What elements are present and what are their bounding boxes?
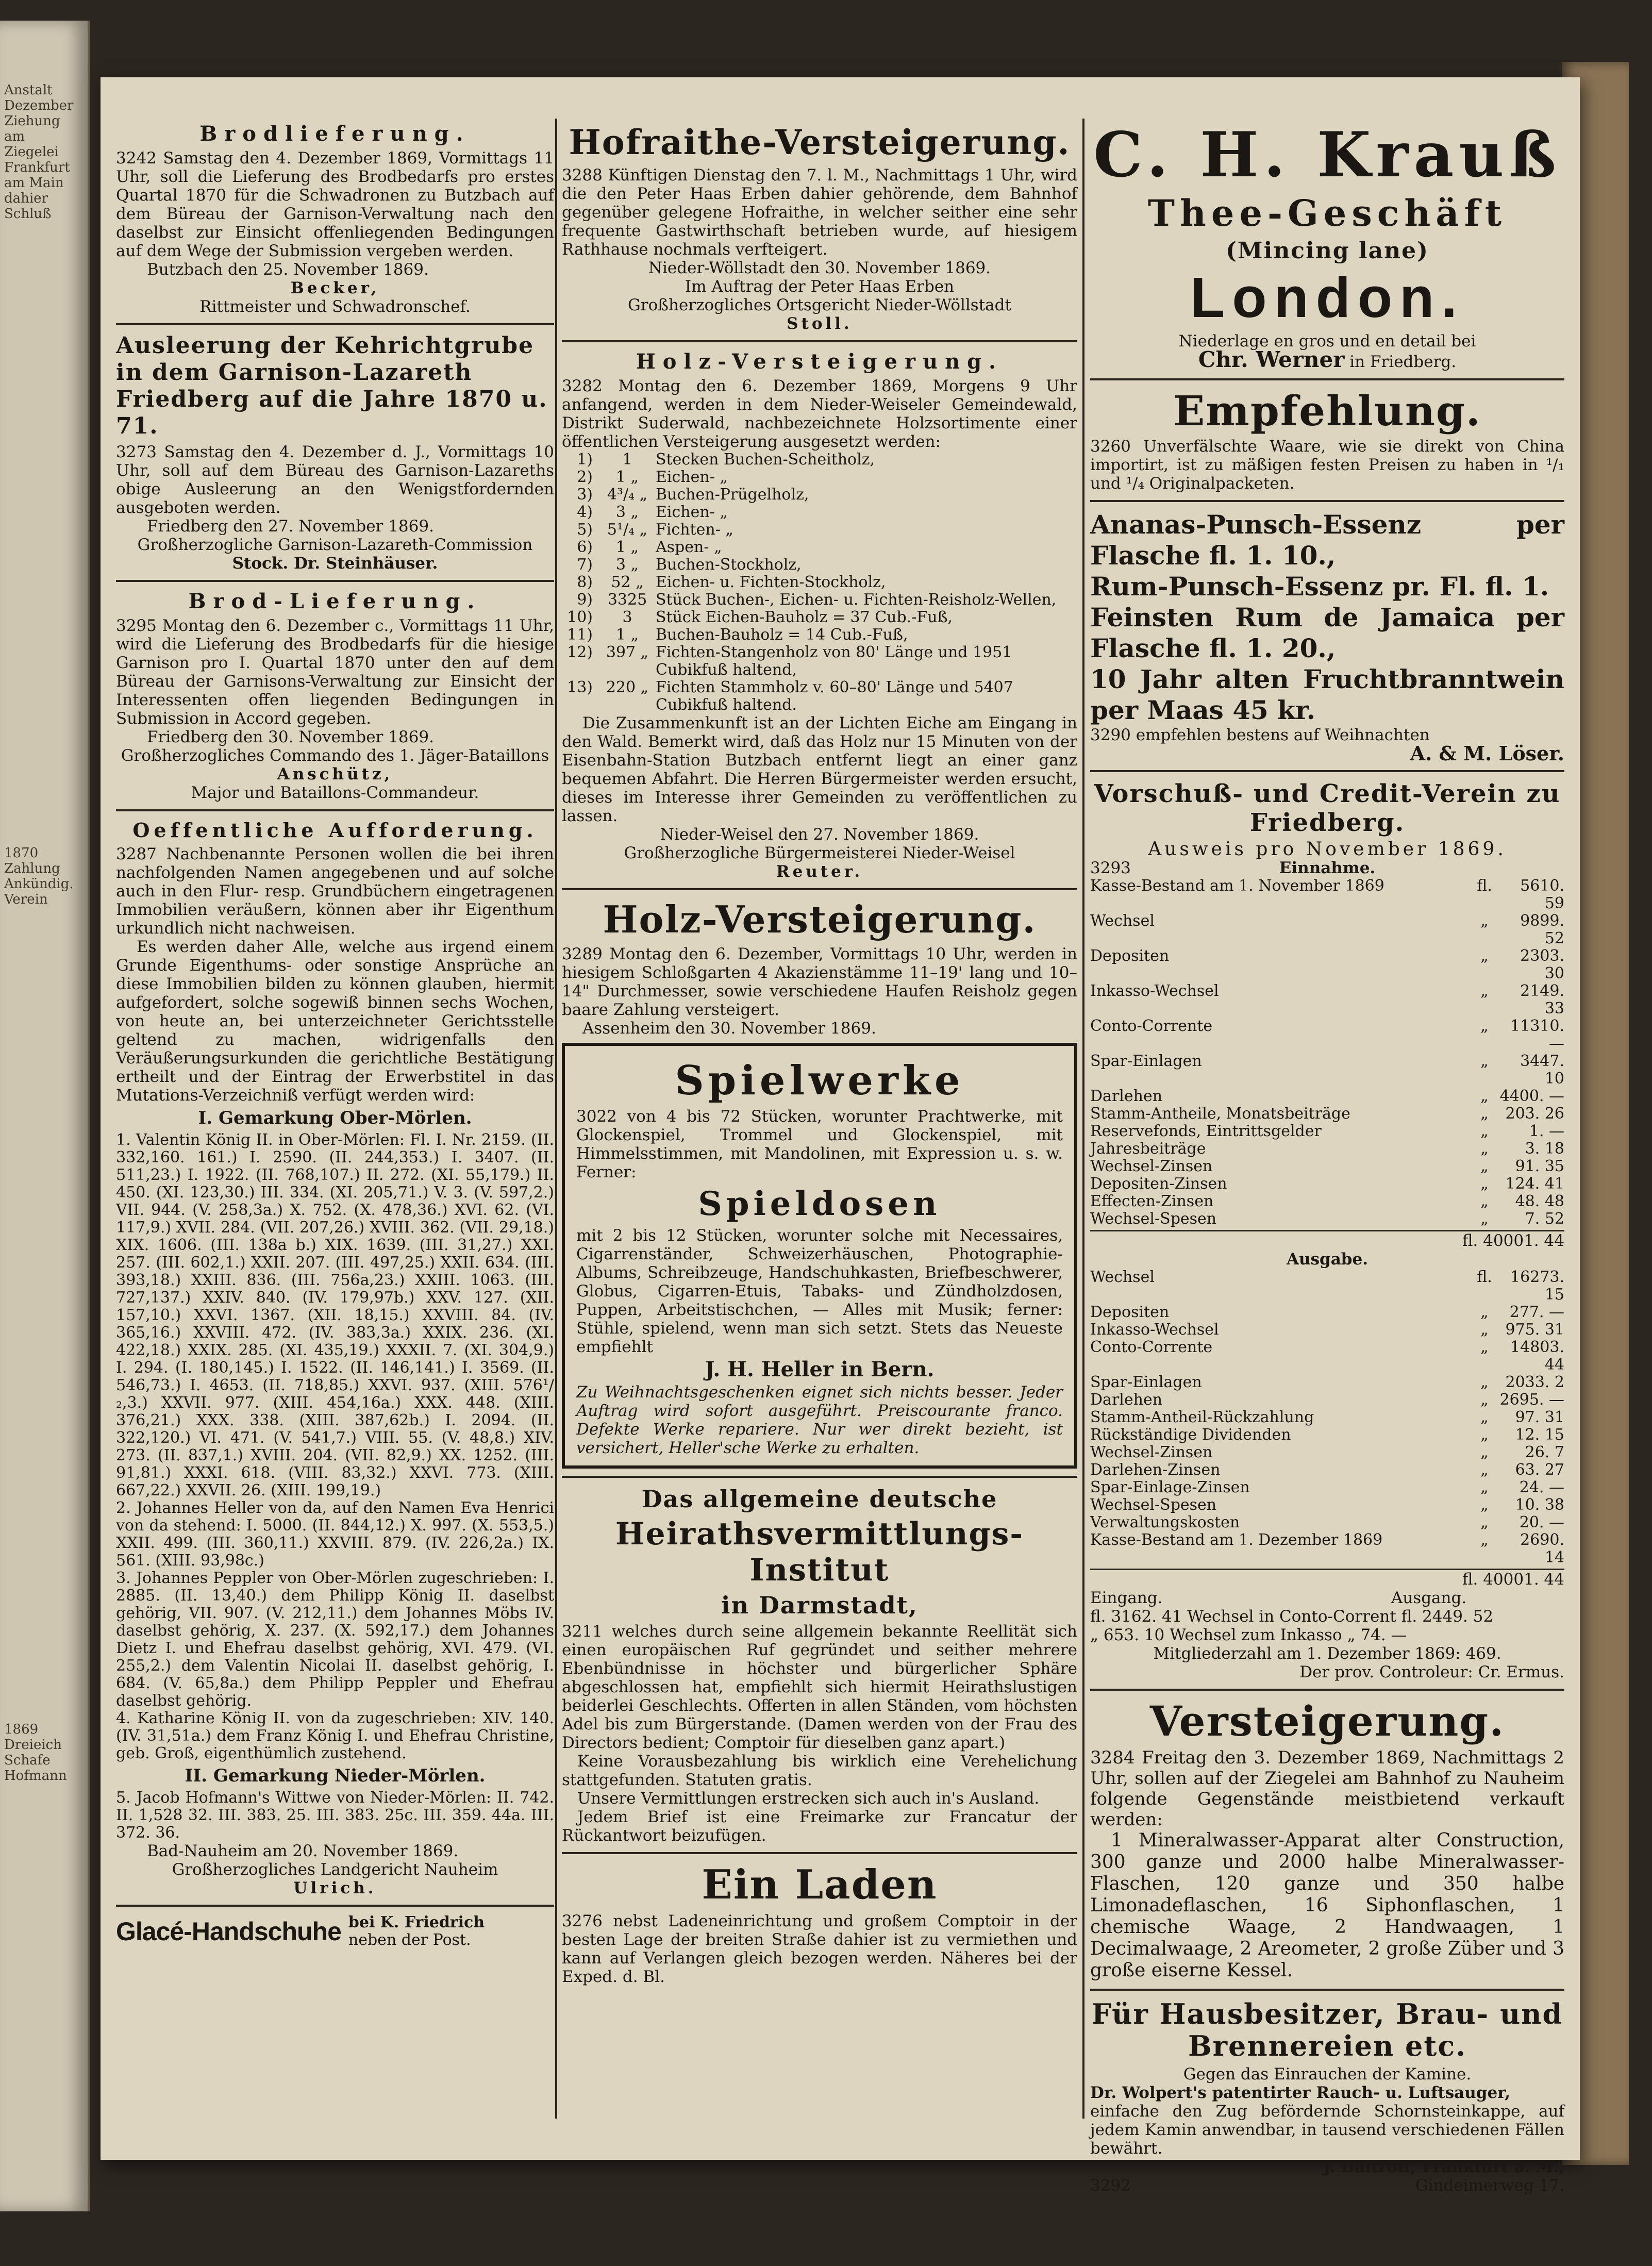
wood-list [562, 451, 1077, 714]
ad-body: einfache den Zug befördernde Schornsteinkappe, auf jedem Kamin anwendbar, in tausend verschiedenen Fällen bewährt. [1090, 2102, 1564, 2158]
wood-quantity: 52 „ [611, 573, 644, 591]
income-label: Spar-Einlagen [1090, 1052, 1202, 1070]
income-amount: 1. — [1529, 1122, 1564, 1140]
ad-title: Empfehlung. [1173, 387, 1481, 435]
ad-body: Niederlage en gros und en detail bei [1178, 332, 1476, 351]
expense-label: Conto-Corrente [1090, 1338, 1213, 1356]
ad-title: Glacé-Handschuhe [116, 1917, 341, 1946]
expense-row [1090, 1514, 1564, 1531]
income-row [1090, 877, 1564, 912]
wood-row [562, 504, 1077, 521]
income-currency: „ [1480, 1192, 1489, 1210]
expense-label: Verwaltungskosten [1090, 1513, 1240, 1531]
income-label: Depositen-Zinsen [1090, 1175, 1227, 1193]
income-currency: „ [1480, 1122, 1489, 1140]
ad-role: Rittmeister und Schwadronschef. [199, 297, 471, 316]
ad-title: Ein Laden [702, 1861, 938, 1908]
wood-quantity: 4³/₄ „ [607, 486, 648, 504]
expense-currency: „ [1480, 1461, 1489, 1479]
ad-footer: 3290 empfehlen bestens auf Weihnachten [1090, 726, 1430, 744]
expense-label: Wechsel-Spesen [1090, 1496, 1217, 1514]
ad-date: Butzbach den 25. November 1869. [147, 260, 429, 279]
expense-amount: 63. 27 [1515, 1461, 1564, 1479]
ad-body: 3242 Samstag den 4. Dezember 1869, Vormittags 11 Uhr, soll die Lieferung des Brodbedarfs pro erstes Quartal 1870 für die Schwadronen zu Butzbach auf dem Büreau der Garnison-Verwaltung nach den daselbst zur Einsicht offenliegenden Bedingungen auf dem Wege der Submission vergeben werden. [116, 149, 554, 260]
ad-body: 3295 Montag den 6. Dezember c., Vormittags 11 Uhr, wird die Lieferung des Brodbedarfs für die hiesige Garnison pro I. Quartal 1870 unter den auf dem Büreau der Garnisons-Verwaltung zur Einsicht der Interessenten offen liegenden Bedingungen in Submission in Accord gegeben. [116, 617, 554, 728]
ad-title: Vorschuß- und Credit-Verein zu Friedberg. [1094, 779, 1561, 837]
wood-number: 7) [577, 556, 593, 574]
income-amount: 7. 52 [1525, 1210, 1564, 1228]
ad-signer: Reuter. [776, 862, 863, 881]
wood-description: Buchen-Stockholz, [656, 556, 802, 574]
income-row [1090, 1158, 1564, 1175]
expense-currency: fl. [1477, 1268, 1492, 1286]
ad-kehrichtgrube [116, 332, 554, 573]
wood-description: Fichten-Stangenholz von 80' Länge und 1951 Cubikfuß haltend, [656, 643, 1012, 679]
income-currency: „ [1480, 1017, 1489, 1035]
expense-currency: „ [1480, 1321, 1489, 1339]
wood-number: 8) [577, 573, 593, 591]
income-row [1090, 1018, 1564, 1053]
column-3 [1090, 119, 1564, 2195]
wood-description: Buchen-Prügelholz, [656, 486, 809, 504]
ad-title: Das allgemeine deutsche [641, 1485, 998, 1513]
income-currency: „ [1480, 947, 1489, 965]
expense-amount: 975. 31 [1505, 1321, 1564, 1339]
income-total: fl. 40001. 44 [1090, 1230, 1564, 1250]
income-row [1090, 912, 1564, 947]
ad-title: in Darmstadt, [721, 1591, 918, 1619]
wood-number: 2) [577, 468, 593, 486]
income-amount: 5610. 59 [1520, 877, 1564, 912]
income-row [1090, 1210, 1564, 1228]
ad-empfehlung [1090, 388, 1564, 763]
income-amount: 3447. 10 [1520, 1052, 1564, 1088]
wood-row [562, 609, 1077, 626]
wood-number: 10) [567, 608, 593, 626]
ad-place: in Friedberg. [1349, 353, 1457, 371]
income-label: Reservefonds, Eintrittsgelder [1090, 1122, 1322, 1140]
ad-org: Großherzogliches Landgericht Nauheim [172, 1860, 498, 1879]
ad-oeffentliche-aufforderung [116, 819, 554, 1897]
wood-number: 4) [577, 503, 593, 521]
income-label: Stamm-Antheile, Monatsbeiträge [1090, 1105, 1350, 1123]
income-row [1090, 982, 1564, 1018]
wood-quantity: 5¹/₄ „ [607, 521, 648, 539]
ad-date: Friedberg den 27. November 1869. [147, 517, 434, 536]
expense-row [1090, 1321, 1564, 1339]
ad-body: Gegen das Einrauchen der Kamine. [1183, 2065, 1472, 2084]
wood-description: Eichen- „ [656, 503, 728, 521]
ad-versteigerung [1090, 1698, 1564, 1981]
section-heading: II. Gemarkung Nieder-Mörlen. [185, 1765, 486, 1786]
expense-row [1090, 1479, 1564, 1496]
wood-description: Eichen- u. Fichten-Stockholz, [656, 573, 886, 591]
ad-brodlieferung [116, 122, 554, 316]
expense-row [1090, 1374, 1564, 1391]
income-amount: 4400. — [1499, 1087, 1564, 1105]
income-label: Inkasso-Wechsel [1090, 982, 1219, 1000]
expense-row [1090, 1269, 1564, 1304]
parcel-list: 1. Valentin König II. in Ober-Mörlen: Fl. I. Nr. 2159. (II. 332,160. 161.) I. 2590. (II. 244,353.) I. 3407. (II. 511,23.) I. 1922. (II. 768,107.) II. 272. (XI. 55,179.) II. 450. (XI. 123,30.) III. 334. (XI. 205,71.) V. 3. (V. 597,2.) VII. 944. (V. 258,3a.) X. 752. (X. 478,36.) XVI. 62. (VI. 117,9.) XVII. 284. (VII. 207,26.) XVIII. 362. (VII. 29,18.) XIX. 1606. (III. 138a b.) XIX. 1639. (III. 31,27.) XXI. 257. (III. 602,1.) XXII. 207. (III. 497,25.) XXII. 634. (III. 393,18.) XXIII. 836. (III. 756a,23.) XXIII. 1063. (III. 727,137.) XXIV. 840. (IV. 179,97b.) XXV. 127. (XII. 157,10.) XXVI. 1367. (XII. 18,15.) XXVIII. 84. (IV. 365,16.) XXVIII. 472. (IV. 383,3a.) XXIX. 236. (XI. 422,18.) XXIX. 285. (XI. 435,19.) XXXII. 7. (XI. 304,9.) I. 294. (I. 180,145.) I. 1522. (II. 146,141.) I. 3569. (II. 546,73.) I. 4653. (II. 718,85.) XXVI. 937. (XIII. 576¹/₂,3.) XXVII. 977. (XIII. 454,16a.) XXX. 448. (XIII. 376,21.) XXX. 338. (XIII. 387,62b.) I. 2094. (II. 322,120.) VI. 471. (V. 541,7.) VIII. 55. (V. 48,8.) XIV. 273. (II. 837,1.) XVIII. 204. (VII. 82,9.) XX. 1252. (III. 91,81.) XXXI. 618. (VIII. 83,32.) XXVI. 773. (XIII. 667,22.) XXVII. 26. (XIII. 199,19.) [116, 1131, 554, 1499]
ad-dealer: bei K. Friedrich [348, 1913, 485, 1931]
wood-description: Stück Buchen-, Eichen- u. Fichten-Reisholz-Wellen, [656, 591, 1057, 609]
expense-label: Rückständige Dividenden [1090, 1426, 1291, 1444]
wood-quantity: 397 „ [606, 643, 649, 661]
ad-body: 3276 nebst Ladeneinrichtung und großem Comptoir in der besten Lage der breiten Straße dahier ist zu vermiethen und kann auf Verlangen gleich bezogen werden. Näheres bei der Exped. d. Bl. [562, 1912, 1077, 1986]
ad-note: Unsere Vermittlungen erstrecken sich auch in's Ausland. [577, 1789, 1040, 1808]
expense-currency: „ [1480, 1478, 1489, 1496]
income-row [1090, 1140, 1564, 1158]
ad-org: Im Auftrag der Peter Haas Erben [685, 277, 955, 296]
wood-description: Stecken Buchen-Scheitholz, [656, 451, 875, 469]
wood-row [562, 486, 1077, 504]
expense-label: Spar-Einlage-Zinsen [1090, 1478, 1250, 1496]
parcel-list: 2. Johannes Heller von da, auf den Namen Eva Henrici von da stehend: I. 5000. (II. 844,12.) X. 997. (X. 553,5.) XXII. 499. (III. 360,11.) XXVIII. 879. (IV. 226,2a.) IX. 561. (XIII. 93,98c.) [116, 1499, 554, 1570]
income-row [1090, 1175, 1564, 1193]
ad-org: Großherzogliches Commando des 1. Jäger-Bataillons [121, 746, 549, 765]
expense-total: fl. 40001. 44 [1090, 1569, 1564, 1589]
ad-title: Brodlieferung. [199, 122, 471, 146]
ad-date: Nieder-Wöllstadt den 30. November 1869. [648, 259, 991, 277]
expense-label: Depositen [1090, 1303, 1170, 1321]
ad-org: Großherzogliche Garnison-Lazareth-Commission [137, 536, 533, 554]
expense-label: Spar-Einlagen [1090, 1373, 1202, 1391]
ad-number: 3292 [1090, 2176, 1131, 2195]
expense-label: Inkasso-Wechsel [1090, 1321, 1219, 1339]
expense-row [1090, 1461, 1564, 1479]
facing-page-text: Anstalt Dezember Ziehung am Ziegelei Frankfurt am Main dahier Schluß [4, 82, 74, 222]
ad-title: Spielwerke [675, 1057, 964, 1104]
product-line: Ananas-Punsch-Essenz per Flasche fl. 1. 10., [1090, 509, 1564, 571]
ad-org: Großherzogliches Ortsgericht Nieder-Wöllstadt [628, 296, 1011, 314]
income-label: Wechsel [1090, 912, 1155, 930]
expense-currency: „ [1480, 1408, 1489, 1426]
ad-title: Versteigerung. [1149, 1697, 1505, 1745]
wood-row [562, 469, 1077, 486]
ad-body: 3022 von 4 bis 72 Stücken, worunter Prachtwerke, mit Glockenspiel, Trommel und Glockenspiel, mit Himmelsstimmen, mit Mandolinen, mit Expression u. s. w. Ferner: [576, 1107, 1063, 1181]
ad-signer: Ulrich. [293, 1879, 377, 1897]
ad-heirathsvermittlung [562, 1485, 1077, 1845]
ad-glace-handschuhe [116, 1914, 554, 1949]
ad-title: Holz-Versteigerung. [603, 897, 1037, 941]
wood-quantity: 220 „ [606, 678, 649, 696]
expense-amount: 24. — [1519, 1478, 1564, 1496]
ad-names: Stock. Dr. Steinhäuser. [232, 554, 438, 573]
product-line: 10 Jahr alten Fruchtbranntwein per Maas 45 kr. [1090, 664, 1564, 725]
ad-signer: Stoll. [787, 314, 853, 333]
expense-currency: „ [1480, 1338, 1489, 1356]
income-currency: „ [1480, 1210, 1489, 1228]
expense-label: Wechsel [1090, 1268, 1155, 1286]
ad-body: 3287 Nachbenannte Personen wollen die bei ihren nachfolgenden Namen angegebenen und auf solche auch in den Flur- resp. Grundbüchern eingetragenen Immobilien veräußern, können aber ihr Eigenthum urkundlich nicht nachweisen. [116, 845, 554, 938]
wood-number: 6) [577, 538, 593, 556]
wood-row [562, 521, 1077, 539]
expense-label: Darlehen-Zinsen [1090, 1461, 1221, 1479]
ad-title: Für Hausbesitzer, Brau- und Brennereien etc. [1091, 1997, 1563, 2062]
ad-ein-laden [562, 1861, 1077, 1986]
ad-signer: J. H. Heller in Bern. [705, 1357, 935, 1381]
wood-row [562, 574, 1077, 591]
income-label: Wechsel-Spesen [1090, 1210, 1217, 1228]
ad-body: 3260 Unverfälschte Waare, wie sie direkt von China importirt, ist zu mäßigen festen Preisen zu haben in ¹/₁ und ¹/₄ Originalpacketen. [1090, 437, 1564, 493]
ad-title: Ausleerung der Kehrichtgrube in dem Garnison-Lazareth Friedberg auf die Jahre 1870 u. 71. [116, 332, 548, 439]
newspaper-page [101, 77, 1580, 2195]
ad-role: Major und Bataillons-Commandeur. [191, 784, 479, 802]
expense-amount: 26. 7 [1525, 1443, 1564, 1461]
wood-quantity: 1 „ [615, 538, 639, 556]
income-row [1090, 1053, 1564, 1088]
product-line: Rum-Punsch-Essenz pr. Fl. fl. 1. [1090, 571, 1549, 602]
wood-quantity: 3 „ [615, 556, 639, 574]
expense-row [1090, 1496, 1564, 1514]
income-amount: 2149. 33 [1520, 982, 1564, 1018]
ad-hausbesitzer [1090, 1998, 1564, 2195]
wood-quantity: 3325 [607, 591, 647, 609]
ad-body: Es werden daher Alle, welche aus irgend einem Grunde Eigenthums- oder sonstige Ansprüche an diese Immobilien bilden zu können glauben, hiermit aufgefordert, solche sogewiß binnen sechs Wochen, von heute an, bei unterzeichneter Gerichtsstelle geltend zu machen, widrigenfalls den Veräußerungsurkunden die gerichtliche Bestätigung ertheilt und der Eintrag der Erwerbstitel in das Mutations-Verzeichniß verfügt werden wird: [116, 938, 554, 1105]
footnote: Mitgliederzahl am 1. Dezember 1869: 469. [1153, 1644, 1501, 1663]
expense-currency: „ [1480, 1531, 1489, 1549]
ad-body: Zu Weihnachtsgeschenken eignet sich nichts besser. Jeder Auftrag wird sofort ausgeführt. Preiscourante franco. Defekte Werke repariere. Nur wer direkt bezieht, ist versichert, Heller'sche Werke zu erhalten. [576, 1383, 1063, 1457]
wood-number: 3) [577, 486, 593, 504]
expense-row [1090, 1426, 1564, 1444]
ad-title: Heirathsvermittlungs-Institut [615, 1516, 1024, 1588]
expense-row [1090, 1531, 1564, 1567]
wood-row [562, 556, 1077, 574]
column-2 [562, 119, 1077, 1986]
ad-note: Keine Vorausbezahlung bis wirklich eine Verehelichung stattgefunden. Statuten gratis. [562, 1752, 1077, 1789]
expense-amount: 16273. 15 [1510, 1268, 1564, 1304]
wood-description: Fichten Stammholz v. 60–80' Länge und 5407 Cubikfuß haltend. [656, 678, 1013, 714]
income-amount: 3. 18 [1525, 1140, 1564, 1158]
expense-amount: 2695. — [1499, 1391, 1564, 1409]
expense-amount: 2690. 14 [1520, 1531, 1564, 1567]
ad-title: Brod-Lieferung. [188, 589, 482, 613]
ad-body: 3273 Samstag den 4. Dezember d. J., Vormittags 10 Uhr, soll auf dem Büreau des Garnison-Lazareths obige Ausleerung an den Wenigstfordernden ausgeboten werden. [116, 443, 554, 517]
income-amount: 124. 41 [1505, 1175, 1564, 1193]
expense-row [1090, 1409, 1564, 1426]
section-heading: I. Gemarkung Ober-Mörlen. [198, 1108, 472, 1128]
expense-label: Stamm-Antheil-Rückzahlung [1090, 1408, 1314, 1426]
ad-body: 3284 Freitag den 3. Dezember 1869, Nachmittags 2 Uhr, sollen auf der Ziegelei am Bahnhof zu Nauheim folgende Gegenstände meistbietend verkauft werden: [1090, 1747, 1564, 1830]
expense-currency: „ [1480, 1426, 1489, 1444]
ad-krauss-tea [1090, 119, 1564, 372]
ad-note: Jedem Brief ist eine Freimarke zur Francatur der Rückantwort beizufügen. [562, 1808, 1077, 1845]
income-currency: „ [1480, 982, 1489, 1000]
wood-row [562, 451, 1077, 469]
income-currency: „ [1480, 1052, 1489, 1070]
ad-holz-versteigerung-1 [562, 349, 1077, 881]
column-1 [116, 119, 554, 1949]
facing-page-edge [0, 21, 90, 2211]
product-line: Feinsten Rum de Jamaica per Flasche fl. 1. 20., [1090, 602, 1564, 663]
wood-description: Buchen-Bauholz = 14 Cub.-Fuß, [656, 626, 908, 644]
income-amount: 2303. 30 [1520, 947, 1564, 982]
wood-number: 13) [567, 678, 593, 696]
ad-subtitle: Ausweis pro November 1869. [1148, 839, 1507, 860]
expense-row [1090, 1391, 1564, 1409]
wood-description: Fichten- „ [656, 521, 733, 539]
income-label: Conto-Corrente [1090, 1017, 1213, 1035]
ad-body: 3282 Montag den 6. Dezember 1869, Morgens 9 Uhr anfangend, werden in dem Nieder-Weiseler Gemeindewald, Distrikt Suderwald, nachbezeichnete Holzsortimente einer öffentlichen Versteigerung ausgesetzt werden: [562, 377, 1077, 451]
ad-subtitle: Thee-Geschäft [1147, 192, 1507, 235]
wood-quantity: 3 „ [615, 503, 639, 521]
expense-currency: „ [1480, 1496, 1489, 1514]
ad-signer: Becker, [290, 279, 380, 297]
income-amount: 9899. 52 [1520, 912, 1564, 947]
income-row [1090, 1123, 1564, 1140]
wood-quantity: 1 „ [615, 626, 639, 644]
ad-body: Dr. Wolpert's patentirter Rauch- u. Luftsauger, [1090, 2084, 1511, 2102]
column-rule [555, 119, 557, 2119]
footnote: „ 653. 10 Wechsel zum Inkasso „ 74. — [1090, 1626, 1407, 1644]
expense-row [1090, 1444, 1564, 1461]
expense-amount: 12. 15 [1515, 1426, 1564, 1444]
income-amount: 11310. — [1510, 1017, 1564, 1053]
wood-quantity: 3 [622, 608, 632, 626]
wood-quantity: 1 „ [615, 468, 639, 486]
income-row [1090, 1193, 1564, 1210]
expense-amount: 97. 31 [1515, 1408, 1564, 1426]
income-label: Darlehen [1090, 1087, 1163, 1105]
expense-currency: „ [1480, 1373, 1489, 1391]
footnote: Der prov. Controleur: Cr. Ermus. [1299, 1663, 1564, 1681]
ad-brod-lieferung [116, 589, 554, 802]
expense-currency: „ [1480, 1443, 1489, 1461]
expense-amount: 20. — [1519, 1513, 1564, 1531]
footnote: fl. 3162. 41 Wechsel in Conto-Corrent fl. 2449. 52 [1090, 1607, 1494, 1626]
income-heading: Einnahme. [1279, 859, 1376, 877]
income-row [1090, 1105, 1564, 1123]
ad-credit-verein [1090, 779, 1564, 1681]
expense-row [1090, 1339, 1564, 1374]
ad-subtitle: (Mincing lane) [1226, 238, 1429, 264]
ad-hofraithe [562, 122, 1077, 333]
ad-body: 3211 welches durch seine allgemein bekannte Reellität sich einen europäischen Ruf gegründet und seither mehrere Ebenbündnisse in höchster und bürgerlicher Sphäre abgeschlossen hat, empfiehlt sich hiermit Heirathslustigen beiderlei Geschlechts. Offerten in allen Ständen, vom höchsten Adel bis zum Bürgerstande. (Damen werden von der Frau des Directors bedient; Comptoir für dieselben ganz apart.) [562, 1622, 1077, 1752]
expense-amount: 14803. 44 [1510, 1338, 1564, 1374]
ad-title: Holz-Versteigerung. [636, 349, 1004, 374]
income-currency: „ [1480, 1105, 1489, 1123]
ad-title-2: Spieldosen [698, 1185, 941, 1223]
ad-title: C. H. Krauß [1093, 119, 1561, 191]
ad-spielwerke [562, 1043, 1077, 1469]
ad-title: Hofraithe-Versteigerung. [569, 122, 1071, 162]
ad-title: Oeffentliche Aufforderung. [132, 819, 538, 842]
income-amount: 203. 26 [1505, 1105, 1564, 1123]
expense-amount: 10. 38 [1515, 1496, 1564, 1514]
facing-page-text-2: 1870 Zahlung Ankündig. Verein [4, 845, 74, 907]
ad-body: 3288 Künftigen Dienstag den 7. l. M., Nachmittags 1 Uhr, wird die den Peter Haas Erben dahier gehörende, dem Bahnhof gegenüber gelegene Hofraithe, in welcher seither eine sehr frequente Gastwirthschaft betrieben wurde, auf hiesigem Rathhause nochmals verfteigert. [562, 166, 1077, 259]
wood-number: 12) [567, 643, 593, 661]
income-label: Kasse-Bestand am 1. November 1869 [1090, 877, 1384, 895]
ad-holz-versteigerung-2 [562, 897, 1077, 1038]
wood-number: 5) [577, 521, 593, 539]
expense-currency: „ [1480, 1303, 1489, 1321]
ad-org: Großherzogliche Bürgermeisterei Nieder-Weisel [624, 844, 1015, 862]
expense-amount: 277. — [1509, 1303, 1564, 1321]
ad-body: mit 2 bis 12 Stücken, worunter solche mit Necessaires, Cigarrenständer, Schweizerhäuschen, Photographie-Albums, Schreibzeuge, Handschuhkasten, Briefbeschwerer, Globus, Cigarren-Etuis, Tabaks- und Zündholzdosen, Puppen, Arbeitstischchen, — Alles mit Musik; ferner: Stühle, spielend, wenn man sich setzt. Stets das Neueste empfiehlt [576, 1226, 1063, 1356]
income-currency: „ [1480, 1157, 1489, 1175]
ad-date: Friedberg den 30. November 1869. [147, 728, 434, 746]
wood-description: Eichen- „ [656, 468, 728, 486]
wood-description: Aspen- „ [656, 538, 722, 556]
income-amount: 48. 48 [1515, 1192, 1564, 1210]
income-label: Wechsel-Zinsen [1090, 1157, 1213, 1175]
wood-number: 1) [577, 451, 593, 469]
footnote: Eingang. Ausgang. [1090, 1589, 1467, 1607]
ad-date: Assenheim den 30. November 1869. [582, 1019, 876, 1038]
income-currency: „ [1480, 912, 1489, 930]
income-row [1090, 1088, 1564, 1105]
income-label: Jahresbeiträge [1090, 1140, 1206, 1158]
ad-number: 3293 [1090, 859, 1131, 877]
ad-address: Gindeimerweg 17. [1415, 2176, 1564, 2195]
income-currency: „ [1480, 1087, 1489, 1105]
ad-signer: J. Daltroff, Frankfurt a. M., [1323, 2158, 1564, 2176]
column-rule [1082, 119, 1084, 2119]
income-currency: „ [1480, 1140, 1489, 1158]
wood-row [562, 644, 1077, 679]
facing-page-text-3: 1869 Dreieich Schafe Hofmann [4, 1722, 67, 1784]
ad-dealer: Chr. Werner [1198, 347, 1345, 372]
ad-address: neben der Post. [348, 1931, 471, 1949]
ad-body: 3289 Montag den 6. Dezember, Vormittags 10 Uhr, werden in hiesigem Schloßgarten 4 Akazienstämme 11–19' lang und 10–14" Durchmesser, sowie verschiedene Haufen Reisholz gegen baare Zahlung versteigert. [562, 945, 1077, 1019]
parcel-list: 4. Katharine König II. von da zugeschrieben: XIV. 140. (IV. 31,51a.) dem Franz König I. und Ehefrau Christine, geb. Groß, eigenthümlich zustehend. [116, 1709, 554, 1762]
wood-number: 11) [567, 626, 593, 644]
expense-table [1090, 1269, 1564, 1567]
expense-heading: Ausgabe. [1287, 1250, 1368, 1269]
wood-row [562, 679, 1077, 714]
income-label: Depositen [1090, 947, 1170, 965]
expense-label: Wechsel-Zinsen [1090, 1443, 1213, 1461]
wood-quantity: 1 [622, 451, 632, 469]
ad-date: Bad-Nauheim am 20. November 1869. [147, 1842, 459, 1860]
wood-row [562, 539, 1077, 556]
wood-description: Stück Eichen-Bauholz = 37 Cub.-Fuß, [656, 608, 953, 626]
expense-currency: „ [1480, 1513, 1489, 1531]
ad-city: London. [1190, 266, 1464, 329]
income-row [1090, 947, 1564, 982]
income-currency: fl. [1477, 877, 1492, 895]
expense-row [1090, 1304, 1564, 1321]
ad-body: Die Zusammenkunft ist an der Lichten Eiche am Eingang in den Wald. Bemerkt wird, daß das Holz nur 15 Minuten von der Eisenbahn-Station Butzbach entfernt liegt an einer ganz bequemen Abfahrt. Die Herren Bürgermeister werden ersucht, dieses im Interesse ihrer Gemeinden zu veröffentlichen zu lassen. [562, 714, 1077, 825]
wood-number: 9) [577, 591, 593, 609]
wood-row [562, 591, 1077, 609]
expense-currency: „ [1480, 1391, 1489, 1409]
ad-date: Nieder-Weisel den 27. November 1869. [660, 825, 979, 844]
income-table [1090, 877, 1564, 1228]
ad-signer: Anschütz, [277, 765, 393, 784]
expense-label: Kasse-Bestand am 1. Dezember 1869 [1090, 1531, 1383, 1549]
expense-amount: 2033. 2 [1505, 1373, 1564, 1391]
income-label: Effecten-Zinsen [1090, 1192, 1214, 1210]
ad-signer: A. & M. Löser. [1410, 742, 1564, 765]
parcel-list: 5. Jacob Hofmann's Wittwe von Nieder-Mörlen: II. 742. II. 1,528 32. III. 383. 25. III. 383. 25c. III. 359. 44a. III. 372. 36. [116, 1789, 554, 1842]
income-amount: 91. 35 [1515, 1157, 1564, 1175]
wood-row [562, 626, 1077, 644]
ad-items: 1 Mineralwasser-Apparat alter Construction, 300 ganze und 2000 halbe Mineralwasser-Flaschen, 120 ganze und 350 halbe Limonadeflaschen, 16 Siphonflaschen, 1 chemische Waage, 2 Handwaagen, 1 Decimalwaage, 2 Areometer, 2 große Züber und 3 große eiserne Kessel. [1090, 1830, 1564, 1981]
income-currency: „ [1480, 1175, 1489, 1193]
expense-label: Darlehen [1090, 1391, 1163, 1409]
parcel-list: 3. Johannes Peppler von Ober-Mörlen zugeschrieben: I. 2885. (II. 13,40.) dem Philipp König II. daselbst gehörig, VII. 907. (V. 212,11.) dem Johannes Möbs IV. daselbst gehörig, X. 237. (X. 592,17.) dem Johannes Dietz I. und Ehefrau daselbst gehörig, XVI. 479. (VI. 255,2.) dem Valentin Nicolai II. daselbst gehörig, I. 684. (V. 65,8a.) dem Philipp Peppler und Ehefrau daselbst gehörig. [116, 1569, 554, 1710]
